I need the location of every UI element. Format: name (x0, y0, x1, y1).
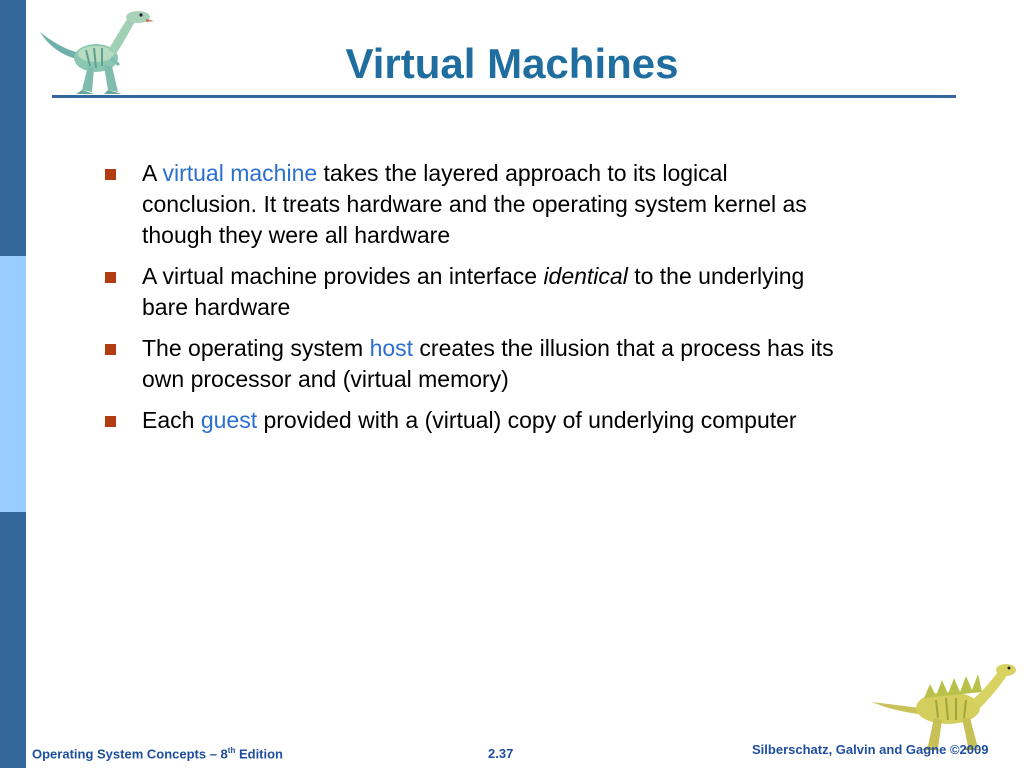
footer-title-text: Operating System Concepts – 8 (32, 746, 228, 762)
list-item (104, 405, 844, 436)
bullet-text-pre: The operating system (142, 335, 370, 361)
emphasized-term: identical (543, 263, 628, 289)
highlighted-term: virtual machine (162, 160, 318, 186)
bullet-text-pre: A (142, 160, 163, 186)
square-bullet-icon (105, 344, 116, 355)
title-divider (52, 95, 956, 98)
bullet-text-post: provided with a (virtual) copy of underlying computer (257, 407, 797, 433)
list-item (104, 333, 844, 395)
footer-title-superscript: th (227, 746, 236, 755)
square-bullet-icon (105, 169, 116, 180)
highlighted-term: host (369, 335, 414, 361)
list-item (104, 158, 844, 251)
bullet-text-pre: Each (142, 407, 201, 433)
footer-copyright: Silberschatz, Galvin and Gagne ©2009 (752, 742, 989, 757)
bullet-text-pre: A virtual machine provides an interface (142, 263, 544, 289)
footer-title-suffix: Edition (235, 746, 284, 762)
sidebar-stripe-top (0, 0, 26, 256)
page-number: 2.37 (488, 746, 514, 761)
bullet-text-post: creates the illusion that a process has its own processor and (virtual memory) (142, 335, 834, 392)
dinosaur-logo-icon (36, 6, 158, 96)
list-item (104, 261, 844, 323)
bullet-list (104, 158, 844, 446)
footer-book-title (32, 746, 283, 761)
highlighted-term: guest (200, 407, 258, 433)
square-bullet-icon (105, 272, 116, 283)
sidebar-stripe-bottom (0, 512, 26, 768)
page-title: Virtual Machines (345, 40, 679, 87)
sidebar-stripe-middle (0, 256, 26, 512)
bullet-text-post: takes the layered approach to its logical conclusion. It treats hardware and the operating system kernel as though they were all hardware (142, 160, 807, 248)
dinosaur-illustration-icon (868, 658, 1018, 754)
square-bullet-icon (105, 416, 116, 427)
bullet-text-post: to the underlying bare hardware (142, 263, 805, 320)
